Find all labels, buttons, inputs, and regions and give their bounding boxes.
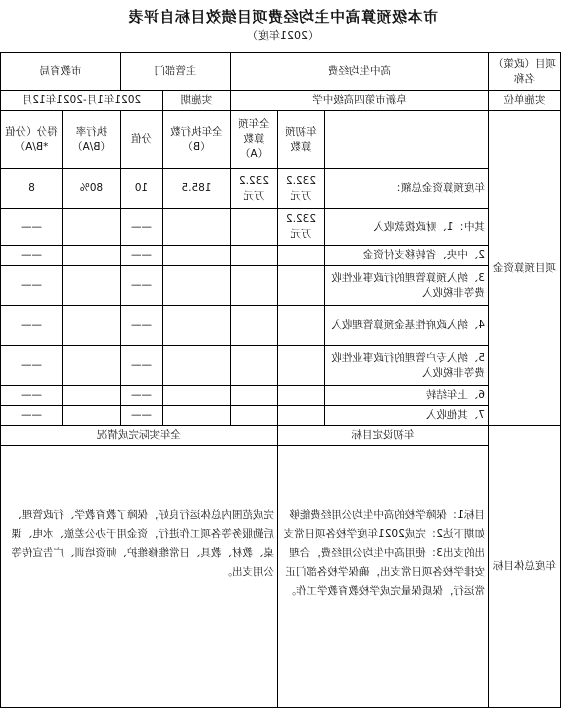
page-subtitle: （2021年度） <box>247 29 319 42</box>
label-impl-unit: 实施单位 <box>489 91 561 111</box>
funds-row-full <box>230 266 277 306</box>
funds-row-weight: —— <box>120 209 162 246</box>
funds-row-exec <box>162 306 230 346</box>
table-row <box>0 386 560 406</box>
table-row <box>0 169 560 209</box>
header-actual-completion: 全年实际完成情况 <box>0 426 277 446</box>
funds-row-exec <box>162 386 230 406</box>
funds-row-weight: —— <box>120 266 162 306</box>
funds-row-label: 7、其他收入 <box>325 406 489 426</box>
table-row <box>0 209 560 246</box>
funds-row-score: —— <box>0 209 62 246</box>
funds-row-rate <box>62 246 120 266</box>
funds-row-rate <box>62 386 120 406</box>
funds-row-label: 其中：1、财政拨款收入 <box>325 209 489 246</box>
funds-row-weight: —— <box>120 246 162 266</box>
funds-row-initial <box>278 406 325 426</box>
label-competent-dept: 主管部门 <box>120 53 230 91</box>
row-funds-header <box>0 111 560 169</box>
funds-row-label: 5、纳入专户管理的行政事业性收费等非税收入 <box>325 346 489 386</box>
row-project-name <box>0 53 560 91</box>
funds-row-rate <box>62 306 120 346</box>
funds-row-initial <box>278 306 325 346</box>
funds-row-score: —— <box>0 386 62 406</box>
funds-row-initial: 232.2万元 <box>278 169 325 209</box>
funds-row-score: —— <box>0 266 62 306</box>
funds-row-score: —— <box>0 406 62 426</box>
initial-goal-text: 目标1：保障学校的高中生均公用经费能够如期下达2：完成2021年度学校各项日常支出的支出3：使用高中生均公用经费，合理安排学校各项日常支出，确保学校各部门正常运行，保质保量完成学校教育教学工作。 <box>278 446 489 708</box>
funds-row-weight: —— <box>120 306 162 346</box>
funds-row-weight: —— <box>120 406 162 426</box>
header-full-year-exec: 全年执行数（B） <box>162 111 230 169</box>
funds-row-initial <box>278 266 325 306</box>
label-project-name: 项目（政策）名称 <box>489 53 561 91</box>
funds-row-full <box>230 306 277 346</box>
funds-row-rate <box>62 406 120 426</box>
row-goal-content <box>0 446 560 708</box>
funds-row-exec <box>162 346 230 386</box>
funds-row-label: 年度预算资金总额： <box>325 169 489 209</box>
funds-row-weight: —— <box>120 386 162 406</box>
funds-row-rate <box>62 209 120 246</box>
funds-row-score: 8 <box>0 169 62 209</box>
funds-row-full <box>230 209 277 246</box>
table-row <box>0 346 560 386</box>
page-title: 市本级预算高中主均经费项目绩效目标自评表 <box>128 8 439 26</box>
value-impl-unit: 阜新市第四高级中学 <box>230 91 488 111</box>
funds-row-rate: 80% <box>62 169 120 209</box>
funds-row-initial <box>278 386 325 406</box>
funds-row-full: 232.2万元 <box>230 169 277 209</box>
table-row <box>0 406 560 426</box>
funds-row-score: —— <box>0 306 62 346</box>
funds-row-exec <box>162 209 230 246</box>
funds-row-label: 2、中央、省转移支付资金 <box>325 246 489 266</box>
header-initial-goal: 年初设定目标 <box>278 426 489 446</box>
value-project-name: 高中生均经费 <box>230 53 488 91</box>
label-impl-period: 实施期 <box>162 91 230 111</box>
funds-row-score: —— <box>0 246 62 266</box>
header-exec-rate: 执行率（B/A） <box>62 111 120 169</box>
funds-header-blank <box>325 111 489 169</box>
table-row <box>0 246 560 266</box>
actual-completion-text: 完成范围内总体运行良好，保障了教育教学、行政管理、后勤服务等各项工作进行，资金用于办公差旅、水电、课桌、教材、教具、日常维修维护、师资培训、广告宣传等公用支出。 <box>0 446 277 708</box>
funds-row-rate <box>62 266 120 306</box>
funds-row-rate <box>62 346 120 386</box>
funds-row-exec <box>162 246 230 266</box>
label-annual-goal: 年度总体目标 <box>489 426 561 708</box>
funds-row-exec: 185.5 <box>162 169 230 209</box>
funds-row-full <box>230 346 277 386</box>
funds-row-initial: 232.2万元 <box>278 209 325 246</box>
header-score-weight: 分值 <box>120 111 162 169</box>
funds-row-full <box>230 406 277 426</box>
funds-row-full <box>230 386 277 406</box>
funds-row-weight: —— <box>120 346 162 386</box>
value-impl-period: 2021年1月-2021年12月 <box>0 91 162 111</box>
funds-row-label: 6、上年结转 <box>325 386 489 406</box>
funds-row-full <box>230 246 277 266</box>
evaluation-table <box>0 52 561 708</box>
value-competent-dept: 市教育局 <box>0 53 120 91</box>
header-initial-budget: 年初预算数 <box>278 111 325 169</box>
funds-row-initial <box>278 246 325 266</box>
row-impl-unit <box>0 91 560 111</box>
funds-row-weight: 10 <box>120 169 162 209</box>
table-row <box>0 266 560 306</box>
label-project-funds: 项目预算资金 <box>489 111 561 426</box>
funds-row-label: 3、纳入预算管理的行政事业性收费等非税收入 <box>325 266 489 306</box>
header-score: 得分（分值*B/A） <box>0 111 62 169</box>
funds-row-exec <box>162 406 230 426</box>
funds-row-initial <box>278 346 325 386</box>
row-goal-header <box>0 426 560 446</box>
header-full-year-budget: 全年预算数（A） <box>230 111 277 169</box>
funds-row-score: —— <box>0 346 62 386</box>
funds-row-label: 4、纳入政府性基金预算管理收入 <box>325 306 489 346</box>
table-row <box>0 306 560 346</box>
funds-row-exec <box>162 266 230 306</box>
